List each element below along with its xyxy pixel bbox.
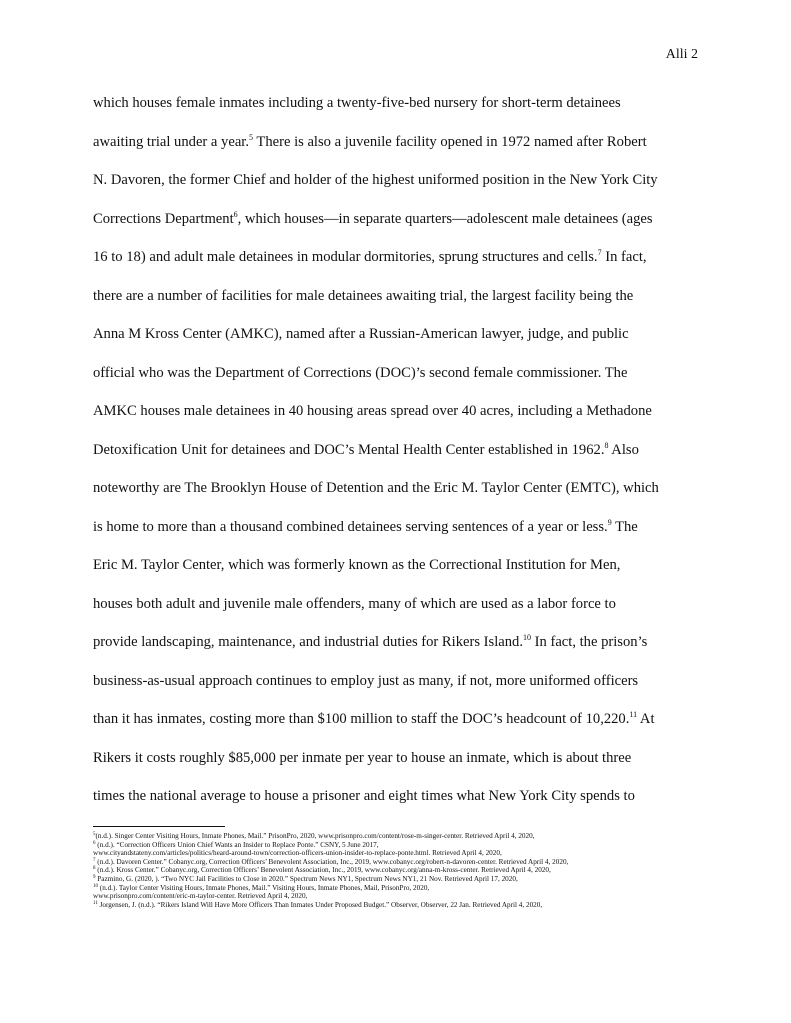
body-line: [93, 323, 698, 362]
footnote-line: [93, 858, 698, 867]
footnote-line: [93, 901, 698, 910]
text-run: There is also a juvenile facility opened in 1972 named after Robert: [253, 133, 647, 150]
footnote-reference: 9: [607, 517, 612, 527]
footnote-reference: 6: [93, 840, 96, 846]
text-run: is home to more than a thousand combined detainees serving sentences of a year or less.: [93, 518, 608, 535]
body-line: [93, 246, 698, 285]
body-line: [93, 285, 698, 324]
footnote-line: [93, 875, 698, 884]
body-line: [93, 208, 698, 247]
body-line: [93, 516, 698, 555]
footnote-reference: 6: [233, 209, 238, 219]
body-line: [93, 670, 698, 709]
footnote-reference: 10: [523, 633, 531, 642]
text-run: 16 to 18) and adult male detainees in modular dormitories, sprung structures and cells.: [93, 249, 598, 265]
text-run: The: [611, 518, 638, 535]
body-line: [93, 785, 698, 824]
body-line: [93, 477, 698, 516]
text-run: times the national average to house a prisoner and eight times what New York City spends to: [93, 788, 635, 804]
body-line: [93, 92, 698, 131]
text-run: business-as-usual approach continues to employ just as many, if not, more uniformed officers: [93, 672, 639, 689]
text-run: Pazmino, G. (2020, ). “Two NYC Jail Facilities to Close in 2020.” Spectrum News NY1, Spectrum News NY1, 21 Nov. Retrieved April 17, 2020,: [95, 874, 518, 883]
text-run: N. Davoren, the former Chief and holder of the highest uniformed position in the New York City: [93, 172, 658, 188]
footnote-reference: 8: [604, 440, 609, 450]
text-run: Eric M. Taylor Center, which was formerly known as the Correctional Institution for Men,: [93, 557, 621, 573]
footnote-reference: 5: [249, 132, 254, 142]
body-line: [93, 439, 698, 478]
footnote-reference: 7: [597, 248, 602, 257]
footnote-reference: 7: [93, 857, 96, 863]
footnote-reference: 9: [93, 874, 96, 880]
text-run: , which houses—in separate quarters—adolescent male detainees (ages: [237, 210, 653, 227]
text-run: houses both adult and juvenile male offenders, many of which are used as a labor force to: [93, 595, 616, 612]
text-run: Anna M Kross Center (AMKC), named after a Russian-American lawyer, judge, and public: [93, 326, 629, 342]
footnote-separator: [93, 826, 225, 827]
footnote-line: [93, 884, 698, 893]
footnote-reference: 11: [93, 900, 98, 906]
footnote-reference: 5: [93, 832, 96, 837]
footnote-line: [93, 866, 698, 875]
footnote-line: [93, 849, 698, 858]
text-run: noteworthy are The Brooklyn House of Detention and the Eric M. Taylor Center (EMTC), which: [93, 480, 659, 496]
footnotes: [93, 832, 698, 909]
text-run: awaiting trial under a year.: [93, 133, 250, 150]
body-line: [93, 131, 698, 170]
text-run: In fact,: [601, 249, 647, 265]
text-run: In fact, the prison’s: [531, 634, 648, 650]
text-run: Rikers it costs roughly $85,000 per inmate per year to house an inmate, which is about three: [93, 749, 632, 766]
body-line: [93, 708, 698, 747]
text-run: which houses female inmates including a twenty-five-bed nursery for short-term detainees: [93, 95, 621, 111]
text-run: Detoxification Unit for detainees and DOC’s Mental Health Center established in 1962.: [93, 441, 605, 458]
body-line: [93, 169, 698, 208]
body-text: [93, 92, 698, 824]
text-run: (n.d.). “Correction Officers Union Chief Wants an Insider to Replace Ponte.” CSNY, 5 June 2017,: [95, 840, 379, 849]
footnote-line: [93, 892, 698, 901]
text-run: there are a number of facilities for male detainees awaiting trial, the largest facility being the: [93, 287, 634, 304]
text-run: Also: [608, 441, 639, 458]
footnote-reference: 11: [629, 710, 638, 719]
body-line: [93, 593, 698, 632]
text-run: At: [637, 711, 655, 727]
footnote-line: [93, 832, 698, 841]
page-header: Alli 2: [665, 47, 698, 62]
footnote-line: [93, 841, 698, 850]
text-run: AMKC houses male detainees in 40 housing areas spread over 40 acres, including a Methadone: [93, 403, 652, 419]
text-run: www.prisonpro.com/content/eric-m-taylor-center. Retrieved April 4, 2020,: [93, 892, 308, 901]
body-line: [93, 631, 698, 670]
text-run: Jorgensen, J. (n.d.). “Rikers Island Will Have More Officers Than Inmates Under Proposed Budget.” Observer, Observer, 22 Jan. Retrieved April 4, 2020,: [97, 900, 543, 909]
text-run: (n.d.). Taylor Center Visiting Hours, Inmate Phones, Mail.” Visiting Hours, Inmate Phones, Mail, PrisonPro, 2020,: [98, 883, 430, 892]
text-run: (n.d.). Davoren Center.” Cobanyc.org, Correction Officers’ Benevolent Association, Inc., 2019, www.cobanyc.org/robert-n-davoren-center. Retrieved April 4, 2020,: [95, 857, 569, 866]
body-line: [93, 362, 698, 401]
text-run: official who was the Department of Corrections (DOC)’s second female commissioner. The: [93, 364, 628, 381]
footnote-reference: 10: [93, 883, 98, 889]
text-run: (n.d.). Singer Center Visiting Hours, Inmate Phones, Mail.” PrisonPro, 2020, www.prisonpro.com/content/rose-m-singer-center. Retrieved April 4, 2020,: [95, 832, 535, 840]
body-line: [93, 747, 698, 786]
text-run: (n.d.). Kross Center.” Cobanyc.org, Correction Officers’ Benevolent Association, Inc., 2019, www.cobanyc.org/anna-m-kross-center. Retrieved April 4, 2020,: [95, 866, 551, 875]
text-run: Corrections Department: [93, 210, 234, 227]
text-run: provide landscaping, maintenance, and industrial duties for Rikers Island.: [93, 634, 523, 650]
footnote-reference: 8: [93, 866, 96, 872]
body-line: [93, 400, 698, 439]
body-line: [93, 554, 698, 593]
text-run: than it has inmates, costing more than $100 million to staff the DOC’s headcount of 10,220.: [93, 711, 630, 727]
text-run: www.cityandstateny.com/articles/politics/heard-around-town/correction-officers-union-insider-to-replace-ponte.html. Retrieved April 4, 2020,: [93, 849, 502, 858]
